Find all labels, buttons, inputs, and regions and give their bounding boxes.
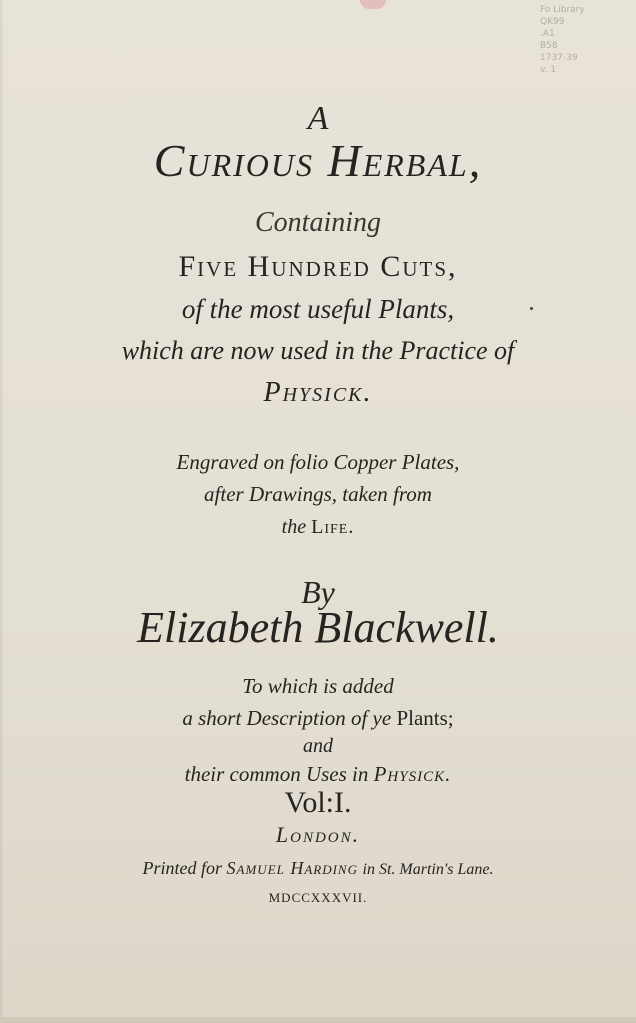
stray-ink-dot [530, 307, 533, 310]
title-article: A [307, 100, 329, 137]
library-shelfmark [540, 4, 630, 76]
life-line [0, 516, 636, 539]
description-line [0, 706, 636, 731]
useful-plants-line: of the most useful Plants, [181, 294, 455, 324]
main-title: Curious Herbal, [153, 135, 483, 186]
shelfmark-line: 1737-39 [540, 53, 578, 63]
description-prefix: a short Description of ye [182, 706, 392, 730]
printer-name: Samuel Harding [226, 858, 358, 878]
drawings-line: after Drawings, taken from [204, 482, 432, 506]
plants-word: Plants; [396, 706, 454, 730]
author-name: Elizabeth Blackwell. [137, 603, 499, 652]
engraved-line: Engraved on folio Copper Plates, [176, 450, 460, 474]
shelfmark-line: Fo Library [540, 5, 585, 15]
and-word: and [303, 735, 333, 757]
added-line: To which is added [242, 674, 394, 698]
page-bottom-edge [0, 1017, 636, 1023]
printer-address: in St. Martin's Lane. [362, 861, 494, 878]
red-ink-stain [360, 0, 386, 9]
physick-word: Physick. [373, 762, 452, 786]
uses-prefix: their common Uses in [184, 762, 369, 786]
by-word: By [301, 574, 335, 610]
five-hundred-cuts: Five Hundred Cuts, [178, 250, 458, 283]
life-prefix: the [281, 516, 307, 538]
practice-line: which are now used in the Practice of [121, 336, 515, 365]
physick-heading: Physick. [263, 377, 373, 408]
imprint-line [0, 858, 636, 879]
imprint-place: London. [275, 822, 361, 847]
shelfmark-line: QK99 [540, 17, 565, 27]
shelfmark-line: B58 [540, 41, 558, 51]
shelfmark-line: v. 1 [540, 65, 557, 75]
shelfmark-line: .A1 [540, 29, 555, 39]
containing-word: Containing [254, 207, 381, 238]
imprint-date: MDCCXXXVII. [268, 890, 368, 905]
printed-for: Printed for [142, 858, 222, 878]
volume-number: Vol:I. [284, 786, 352, 819]
uses-line [0, 762, 636, 787]
life-word: Life. [311, 516, 355, 538]
